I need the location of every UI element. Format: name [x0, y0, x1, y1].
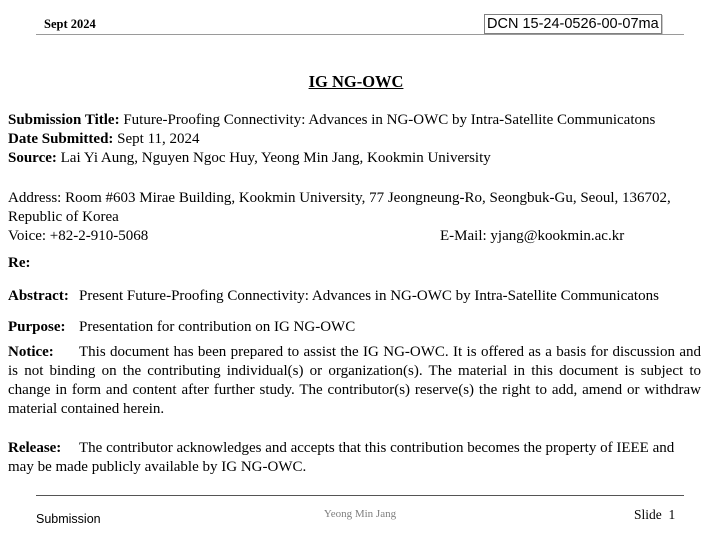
source-label: Source:	[8, 150, 57, 166]
header-divider	[36, 34, 684, 35]
submission-title-line	[8, 111, 701, 130]
dcn-number: DCN 15-24-0526-00-07ma	[484, 14, 662, 34]
date-submitted-line	[8, 130, 701, 149]
release-paragraph	[8, 439, 701, 477]
page-title: IG NG-OWC	[308, 72, 404, 91]
date-submitted-label: Date Submitted:	[8, 131, 114, 147]
purpose-label: Purpose:	[8, 319, 66, 335]
release-label: Release:	[8, 440, 62, 456]
address-text: Address: Room #603 Mirae Building, Kookmin University, 77 Jeongneung-Ro, Seongbuk-Gu, Seoul, 136702, Republic of Korea	[8, 190, 671, 225]
slide-number	[634, 507, 675, 523]
footer-submission: Submission	[36, 512, 101, 526]
re-label: Re:	[8, 255, 31, 271]
submission-title-value: Future-Proofing Connectivity: Advances in NG-OWC by Intra-Satellite Communicatons	[123, 112, 656, 128]
date-submitted-value: Sept 11, 2024	[117, 131, 200, 147]
source-line	[8, 149, 701, 168]
header-date: Sept 2024	[44, 17, 96, 31]
abstract-line	[8, 287, 701, 306]
notice-label: Notice:	[8, 344, 54, 360]
email-text: E-Mail: yjang@kookmin.ac.kr	[440, 228, 625, 244]
notice-text: This document has been prepared to assist the IG NG-OWC. It is offered as a basis for discussion and is not binding on the contributing individual(s) or organization(s). The material in this document is subject to change in form and content after further study. The contributor(s) reserve(s) the right to add, amend or withdraw material contained herein.	[8, 344, 701, 417]
source-value: Lai Yi Aung, Nguyen Ngoc Huy, Yeong Min Jang, Kookmin University	[60, 150, 491, 166]
voice-text: Voice: +82-2-910-5068	[8, 228, 149, 244]
slide-number-value: 1	[668, 507, 676, 522]
footer-author: Yeong Min Jang	[323, 508, 397, 520]
notice-paragraph	[8, 343, 701, 419]
abstract-label: Abstract:	[8, 288, 69, 304]
footer-divider	[36, 495, 684, 496]
purpose-line	[8, 318, 701, 337]
release-text: The contributor acknowledges and accepts that this contribution becomes the property of IEEE and may be made publicly available by IG NG-OWC.	[8, 440, 675, 475]
contact-line	[8, 227, 701, 246]
submission-title-label: Submission Title:	[8, 112, 120, 128]
submission-block	[8, 111, 701, 168]
purpose-text: Presentation for contribution on IG NG-OWC	[79, 319, 356, 335]
slide-label: Slide	[634, 507, 662, 522]
abstract-text: Present Future-Proofing Connectivity: Advances in NG-OWC by Intra-Satellite Communicatons	[79, 288, 659, 304]
